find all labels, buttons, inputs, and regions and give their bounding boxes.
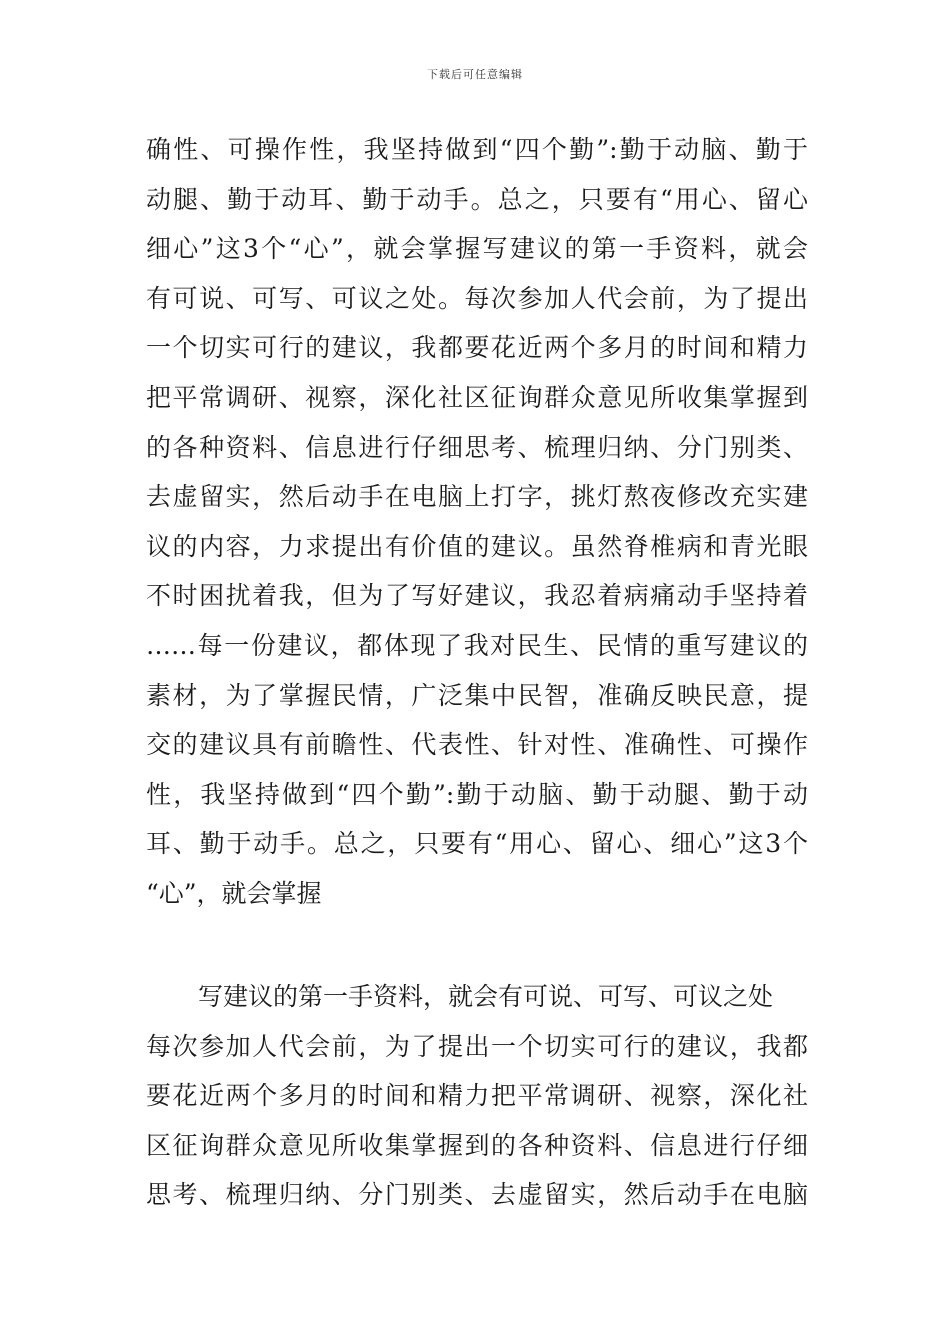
text-line: 动腿、勤于动耳、勤于动手。总之，只要有“用心、留心 <box>146 184 808 214</box>
text-line: ……每一份建议，都体现了我对民生、民情的重写建议的 <box>146 630 808 660</box>
text-line: 确性、可操作性，我坚持做到“四个勤”:勤于动脑、勤于 <box>146 135 808 164</box>
paragraph-1 <box>146 125 808 919</box>
text-line: 每次参加人代会前，为了提出一个切实可行的建议，我都 <box>146 1031 808 1061</box>
text-line: 去虚留实，然后动手在电脑上打字，挑灯熬夜修改充实建 <box>146 482 808 512</box>
text-line: 一个切实可行的建议，我都要花近两个多月的时间和精力 <box>146 333 808 363</box>
text-line: 区征询群众意见所收集掌握到的各种资料、信息进行仔细 <box>146 1130 808 1160</box>
text-line: 议的内容，力求提出有价值的建议。虽然脊椎病和青光眼 <box>146 531 808 561</box>
text-line: 耳、勤于动手。总之，只要有“用心、留心、细心”这3个 <box>146 829 808 859</box>
text-line: 细心”这3个“心”，就会掌握写建议的第一手资料，就会 <box>146 234 808 264</box>
text-line: 的各种资料、信息进行仔细思考、梳理归纳、分门别类、 <box>146 432 808 462</box>
text-line: “心”，就会掌握 <box>146 878 322 908</box>
text-line: 交的建议具有前瞻性、代表性、针对性、准确性、可操作 <box>146 730 808 760</box>
text-line: 素材，为了掌握民情，广泛集中民智，准确反映民意，提 <box>146 680 808 710</box>
text-line: 要花近两个多月的时间和精力把平常调研、视察，深化社 <box>146 1081 808 1111</box>
text-line: 思考、梳理归纳、分门别类、去虚留实，然后动手在电脑 <box>146 1180 808 1210</box>
text-line: 把平常调研、视察，深化社区征询群众意见所收集掌握到 <box>146 382 808 412</box>
text-line: 不时困扰着我，但为了写好建议，我忍着病痛动手坚持着 <box>146 581 808 611</box>
text-line: 有可说、可写、可议之处。每次参加人代会前，为了提出 <box>146 283 808 313</box>
paragraph-2 <box>146 972 808 1220</box>
text-line: 性，我坚持做到“四个勤”:勤于动脑、勤于动腿、勤于动 <box>146 779 808 809</box>
text-line: 写建议的第一手资料，就会有可说、可写、可议之处 <box>198 982 774 1011</box>
page-header: 下载后可任意编辑 <box>427 68 523 81</box>
